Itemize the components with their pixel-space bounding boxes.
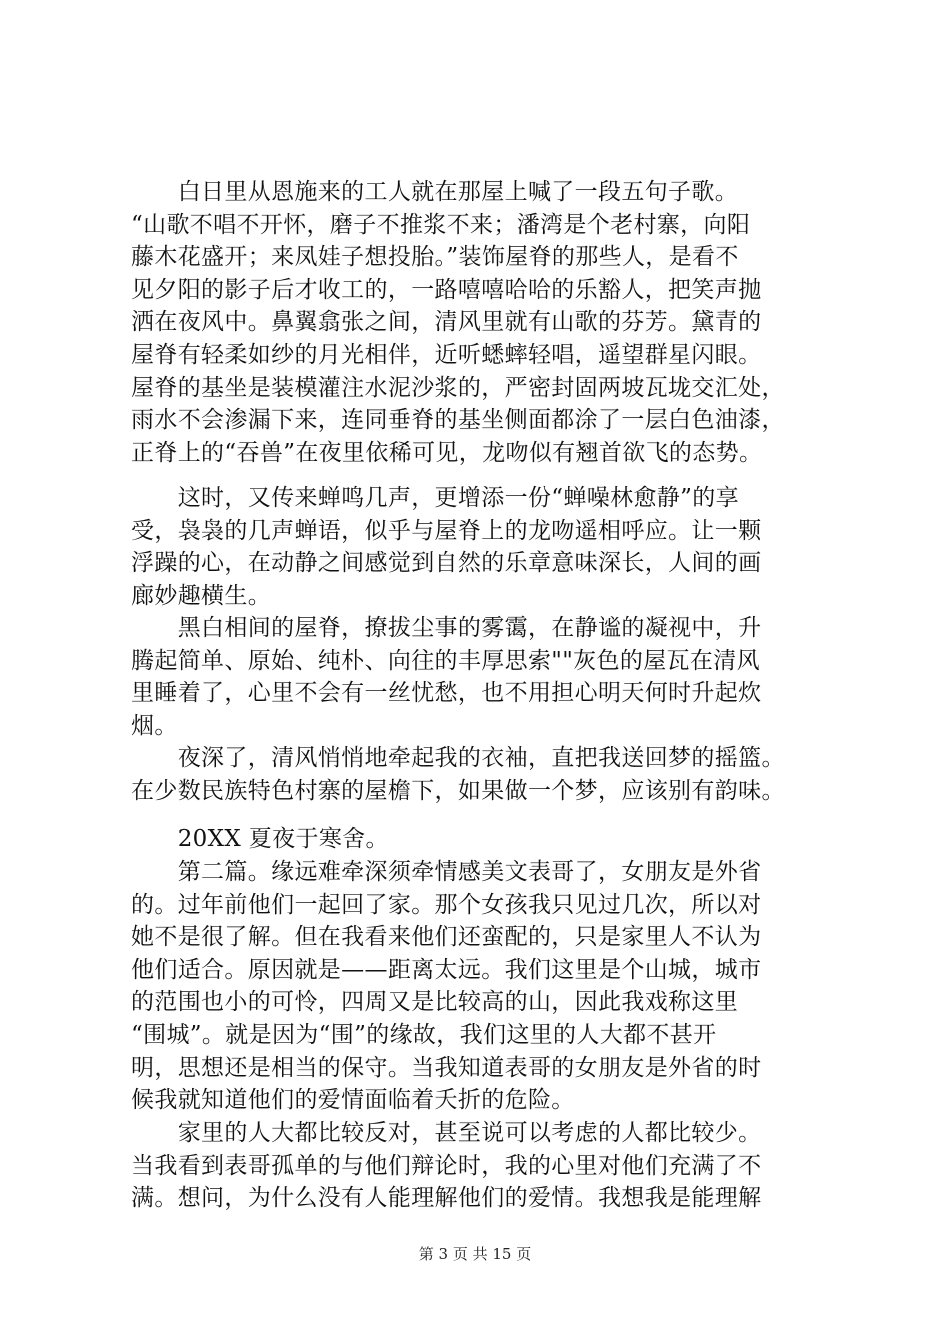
text-line: 雨水不会渗漏下来，连同垂脊的基坐侧面都涂了一层白色油漆， [131, 407, 785, 434]
paragraph-6 [131, 856, 831, 1117]
text-line: 藤木花盛开；来凤娃子想投胎。”装饰屋脊的那些人，是看不 [131, 244, 739, 271]
paragraph-4 [131, 742, 831, 807]
page-number-footer: 第 3 页 共 15 页 [418, 1245, 532, 1263]
text-line: 他们适合。原因就是——距离太远。我们这里是个山城，城市 [131, 956, 762, 983]
paragraph-3 [131, 612, 831, 742]
text-line: 家里的人大都比较反对，甚至说可以考虑的人都比较少。 [131, 1120, 762, 1146]
text-line: 受，袅袅的几声蝉语，似乎与屋脊上的龙吻遥相呼应。让一颗 [131, 517, 762, 544]
text-line: 屋脊有轻柔如纱的月光相伴，近听蟋蟀轻唱，遥望群星闪眼。 [131, 341, 762, 368]
text-line: 当我看到表哥孤单的与他们辩论时，我的心里对他们充满了不 [131, 1152, 762, 1179]
text-line: 见夕阳的影子后才收工的，一路嘻嘻哈哈的乐豁人，把笑声抛 [131, 276, 762, 303]
text-line: “围城”。就是因为“围”的缘故，我们这里的人大都不甚开 [131, 1021, 717, 1048]
text-line: 在少数民族特色村寨的屋檐下，如果做一个梦，应该别有韵味。 [131, 777, 785, 804]
paragraph-7 [131, 1117, 831, 1215]
text-line: 正脊上的“吞兽”在夜里依稀可见，龙吻似有翘首欲飞的态势。 [131, 439, 763, 466]
text-line: 白日里从恩施来的工人就在那屋上喊了一段五句子歌。 [131, 179, 739, 205]
text-line: 候我就知道他们的爱情面临着夭折的危险。 [131, 1087, 575, 1114]
text-line: 20XX 夏夜于寒舍。 [131, 826, 389, 852]
text-line: “山歌不唱不开怀，磨子不推浆不来；潘湾是个老村寨，向阳 [131, 211, 751, 238]
paragraph-2 [131, 482, 831, 612]
paragraph-1 [131, 176, 831, 469]
text-line: 浮躁的心，在动静之间感觉到自然的乐章意味深长，人间的画 [131, 550, 762, 577]
text-line: 第二篇。缘远难牵深须牵情感美文表哥了，女朋友是外省 [131, 859, 762, 885]
text-line: 屋脊的基坐是装模灌注水泥沙浆的，严密封固两坡瓦垅交汇处， [131, 374, 785, 401]
date-line [131, 823, 831, 856]
text-line: 里睡着了，心里不会有一丝忧愁，也不用担心明天何时升起炊 [131, 680, 762, 707]
text-line: 廊妙趣横生。 [131, 582, 272, 609]
text-line: 烟。 [131, 712, 178, 739]
text-line: 她不是很了解。但在我看来他们还蛮配的，只是家里人不认为 [131, 924, 762, 951]
text-line: 黑白相间的屋脊，撩拔尘事的雾霭，在静谧的凝视中，升 [131, 615, 762, 641]
text-line: 这时，又传来蝉鸣几声，更增添一份“蝉噪林愈静”的享 [131, 485, 739, 511]
text-line: 的。过年前他们一起回了家。那个女孩我只见过几次，所以对 [131, 891, 762, 918]
text-line: 满。想问，为什么没有人能理解他们的爱情。我想我是能理解 [131, 1185, 762, 1212]
text-line: 洒在夜风中。鼻翼翕张之间，清风里就有山歌的芬芳。黛青的 [131, 309, 762, 336]
text-line: 腾起简单、原始、纯朴、向往的丰厚思索""灰色的屋瓦在清风 [131, 647, 760, 674]
text-line: 的范围也小的可怜，四周又是比较高的山，因此我戏称这里 [131, 989, 739, 1016]
text-line: 明，思想还是相当的保守。当我知道表哥的女朋友是外省的时 [131, 1054, 762, 1081]
text-line: 夜深了，清风悄悄地牵起我的衣袖，直把我送回梦的摇篮。 [131, 745, 785, 771]
